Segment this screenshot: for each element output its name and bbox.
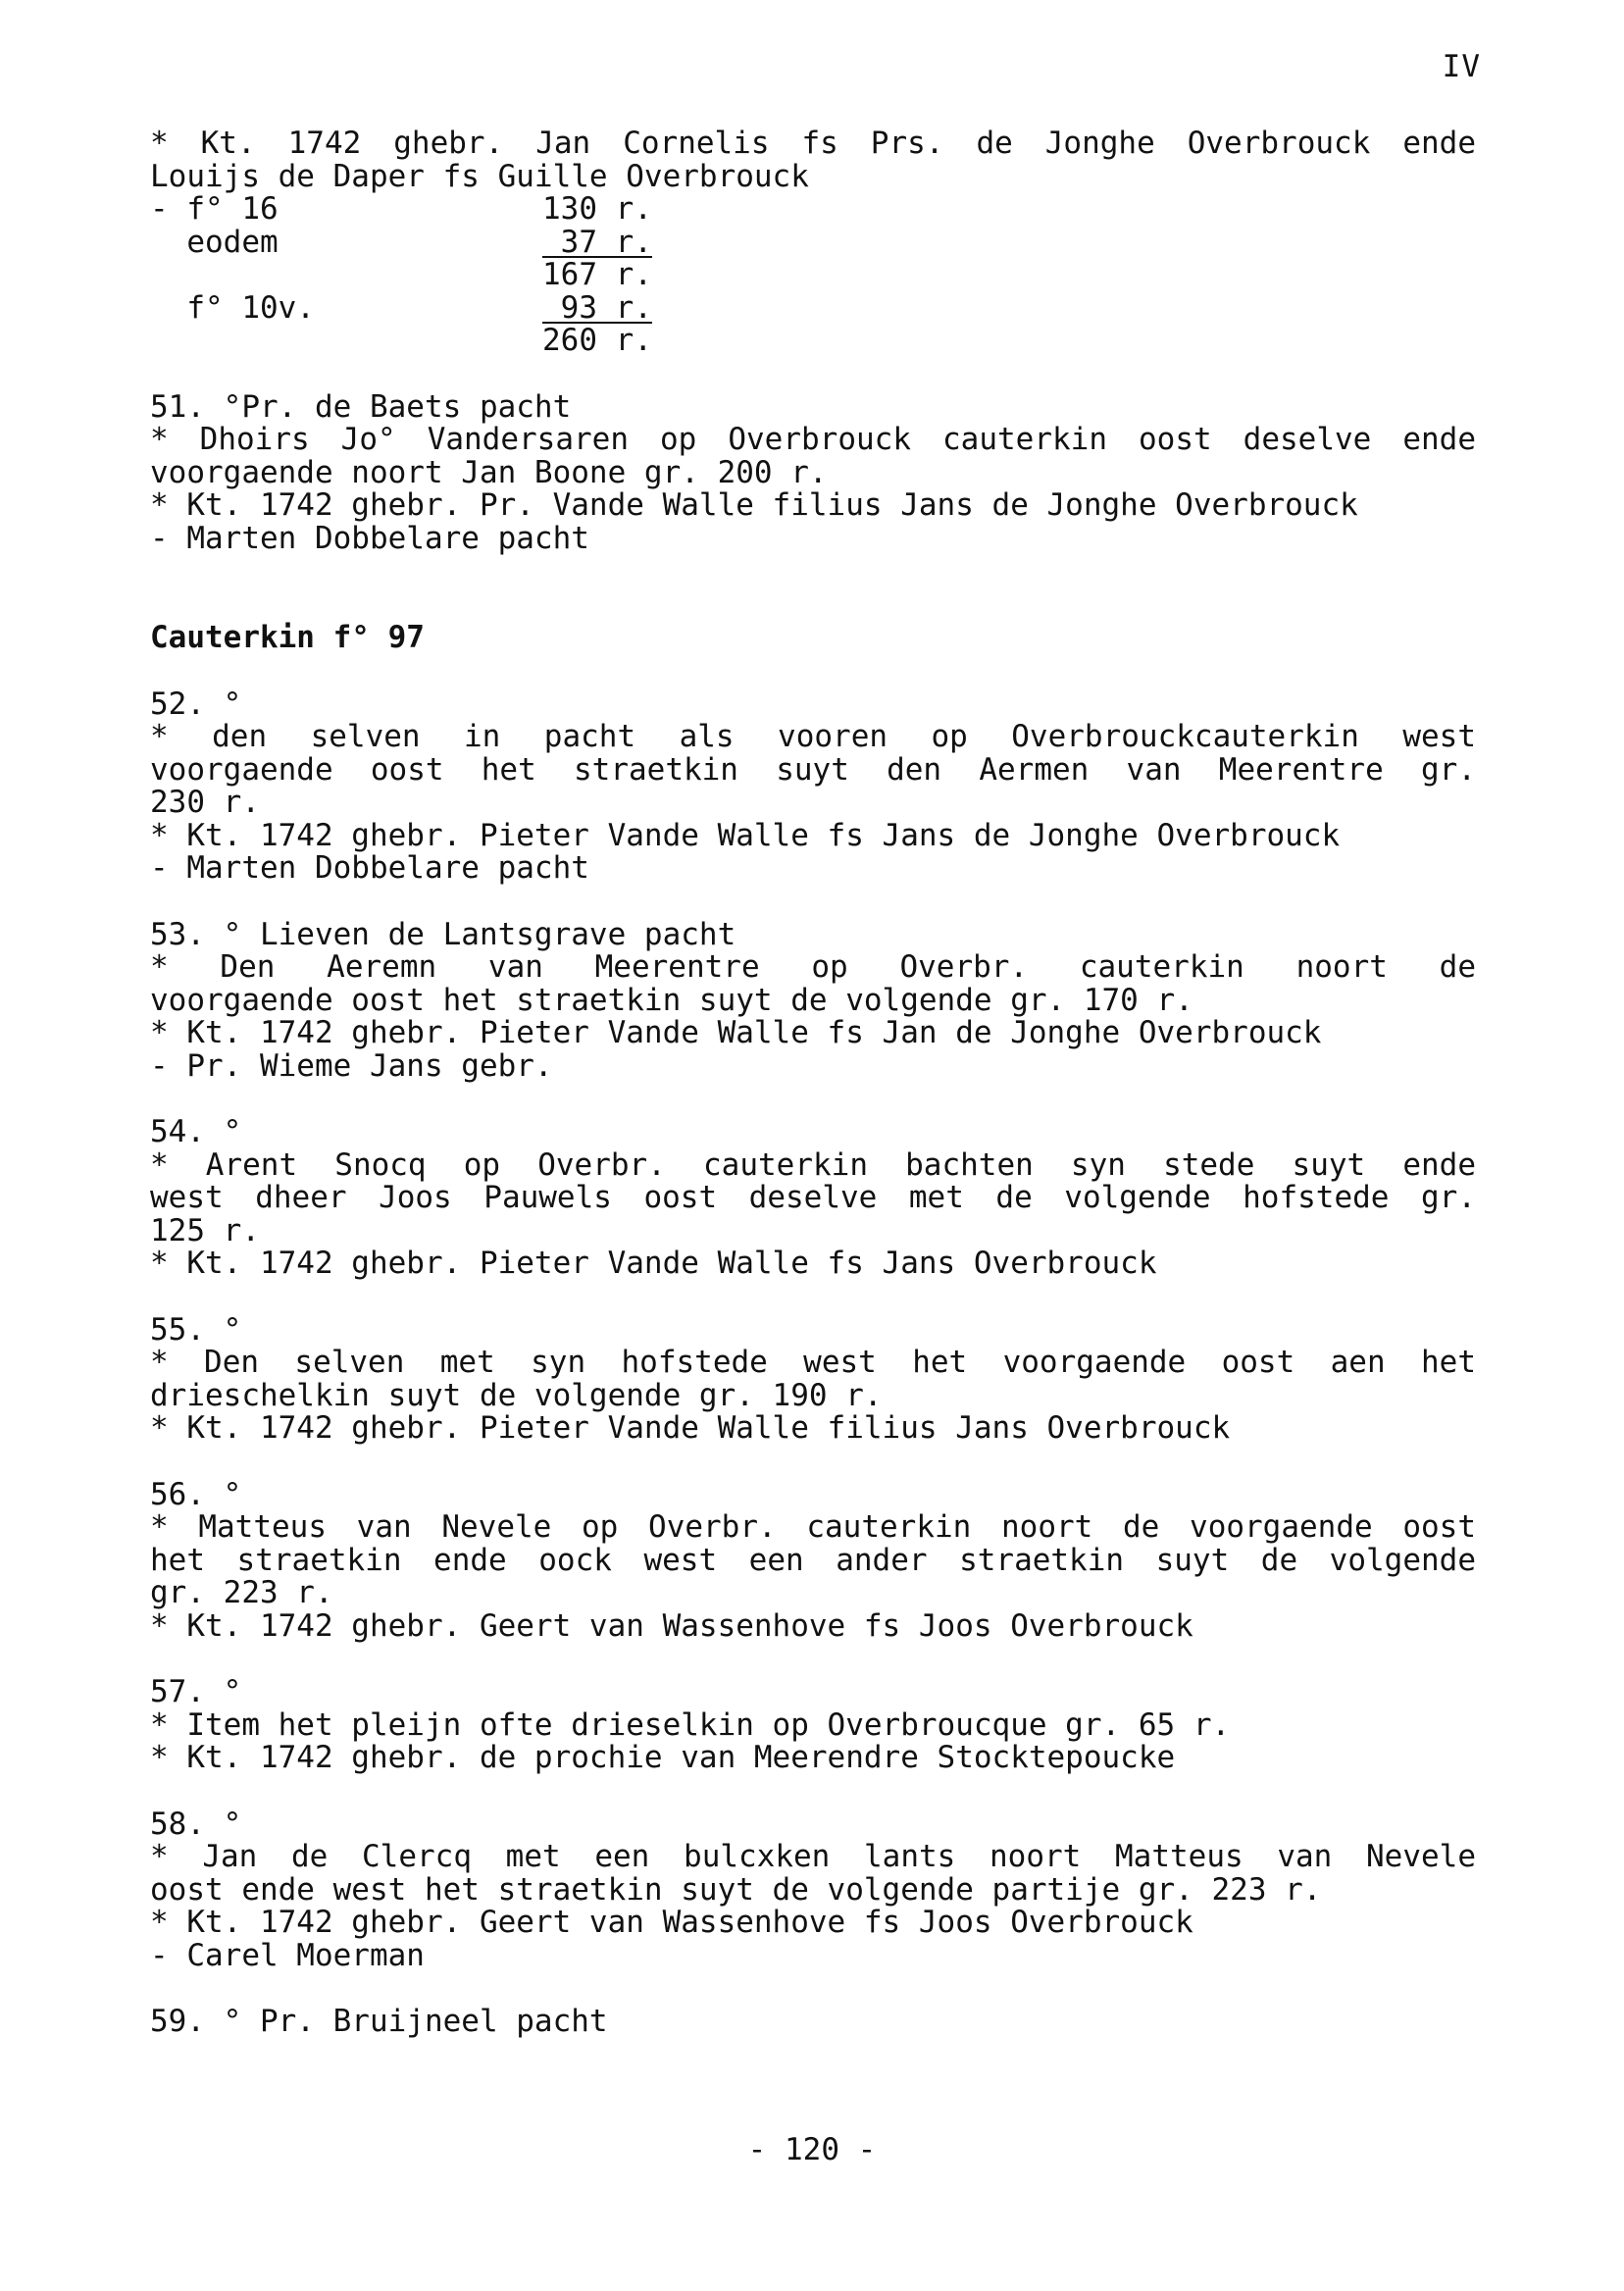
entry-57 <box>150 1676 1476 1775</box>
entry-line: voorgaende oost het straetkin suyt de volgende gr. 170 r. <box>150 982 1193 1018</box>
entry-line: * Kt. 1742 ghebr. Pieter Vande Walle fs Jan de Jonghe Overbrouck <box>150 1015 1322 1050</box>
entry-line: * Jan de Clercq met een bulcxken lants noort Matteus van Nevele <box>150 1839 1476 1874</box>
tally-value: 260 r. <box>542 323 652 358</box>
entry-line: * den selven in pacht als vooren op Overbrouckcauterkin west <box>150 719 1476 754</box>
entry-title: 59. ° Pr. Bruijneel pacht <box>150 2004 608 2039</box>
tally-label <box>150 325 542 358</box>
entry-line: 125 r. <box>150 1212 260 1248</box>
entry-line: west dheer Joos Pauwels oost deselve met de volgende hofstede gr. <box>150 1180 1476 1215</box>
entry-line: - Carel Moerman <box>150 1937 425 1973</box>
entry-line: voorgaende noort Jan Boone gr. 200 r. <box>150 454 828 490</box>
entry-title: 54. ° <box>150 1114 242 1149</box>
entry-title: 51. °Pr. de Baets pacht <box>150 388 572 425</box>
entry-line: * Item het pleijn ofte drieselkin op Overbroucque gr. 65 r. <box>150 1706 1231 1743</box>
entry-55 <box>150 1311 1476 1446</box>
entry-56 <box>150 1476 1476 1644</box>
entry-line: 230 r. <box>150 785 260 820</box>
entry-line: * Matteus van Nevele op Overbr. cauterkin noort de voorgaende oost <box>150 1509 1476 1545</box>
entry-title: 55. ° <box>150 1311 242 1348</box>
tally-table <box>150 193 1476 358</box>
entry-line: het straetkin ende oock west een ander straetkin suyt de volgende <box>150 1542 1476 1578</box>
entry-line: * Den Aeremn van Meerentre op Overbr. cauterkin noort de <box>150 949 1476 985</box>
entry-line: * Kt. 1742 ghebr. Geert van Wassenhove fs Joos Overbrouck <box>150 1607 1193 1644</box>
entry-title: 52. ° <box>150 686 242 722</box>
intro-line-1: * Kt. 1742 ghebr. Jan Cornelis fs Prs. de Jonghe Overbrouck ende <box>150 126 1476 161</box>
tally-value: 167 r. <box>542 257 652 292</box>
entry-52 <box>150 688 1476 886</box>
tally-value: 130 r. <box>542 191 652 227</box>
entry-51 <box>150 388 1476 556</box>
tally-row <box>150 224 1476 260</box>
entry-line: * Kt. 1742 ghebr. Pieter Vande Walle fs Jans Overbrouck <box>150 1246 1157 1281</box>
entry-title: 58. ° <box>150 1806 242 1842</box>
tally-row <box>150 289 1476 326</box>
entry-title: 57. ° <box>150 1674 242 1709</box>
tally-label: - f° 16 <box>150 191 279 227</box>
tally-label: f° 10v. <box>150 289 315 326</box>
entry-line: * Den selven met syn hofstede west het voorgaende oost aen het <box>150 1345 1476 1380</box>
entry-line: * Kt. 1742 ghebr. Pieter Vande Walle filius Jans Overbrouck <box>150 1410 1231 1446</box>
entry-line: * Arent Snocq op Overbr. cauterkin bachten syn stede suyt ende <box>150 1146 1476 1183</box>
tally-value: 93 r. <box>542 289 652 326</box>
document-body <box>150 127 1476 2039</box>
tally-label <box>150 259 542 292</box>
entry-line: oost ende west het straetkin suyt de volgende partije gr. 223 r. <box>150 1871 1322 1908</box>
entry-59 <box>150 2006 1476 2039</box>
entry-line: * Dhoirs Jo° Vandersaren op Overbrouck cauterkin oost deselve ende <box>150 422 1476 457</box>
intro-line-2: Louijs de Daper fs Guille Overbrouck <box>150 158 809 194</box>
entry-53 <box>150 916 1476 1084</box>
section-heading: Cauterkin f° 97 <box>150 620 425 655</box>
roman-page-number: IV <box>1442 49 1481 84</box>
entry-title: 56. ° <box>150 1476 242 1512</box>
tally-row <box>150 325 1476 358</box>
entry-line: * Kt. 1742 ghebr. Pieter Vande Walle fs Jans de Jonghe Overbrouck <box>150 817 1341 853</box>
entry-line: voorgaende oost het straetkin suyt den Aermen van Meerentre gr. <box>150 751 1476 788</box>
entry-line: - Marten Dobbelare pacht <box>150 850 589 886</box>
tally-row <box>150 259 1476 292</box>
entry-line: * Kt. 1742 ghebr. Geert van Wassenhove fs Joos Overbrouck <box>150 1905 1193 1940</box>
page-number-footer: - 120 - <box>747 2132 877 2167</box>
entry-line: drieschelkin suyt de volgende gr. 190 r. <box>150 1377 883 1413</box>
entry-line: gr. 223 r. <box>150 1575 333 1610</box>
tally-label: eodem <box>150 224 279 260</box>
entry-58 <box>150 1808 1476 1973</box>
entry-line: - Marten Dobbelare pacht <box>150 520 589 556</box>
entry-line: * Kt. 1742 ghebr. de prochie van Meerendre Stocktepoucke <box>150 1740 1176 1775</box>
tally-value: 37 r. <box>542 224 652 260</box>
entry-54 <box>150 1116 1476 1281</box>
entry-line: - Pr. Wieme Jans gebr. <box>150 1047 553 1084</box>
entry-line: * Kt. 1742 ghebr. Pr. Vande Walle filius Jans de Jonghe Overbrouck <box>150 487 1358 523</box>
entry-title: 53. ° Lieven de Lantsgrave pacht <box>150 916 736 952</box>
tally-row <box>150 193 1476 227</box>
